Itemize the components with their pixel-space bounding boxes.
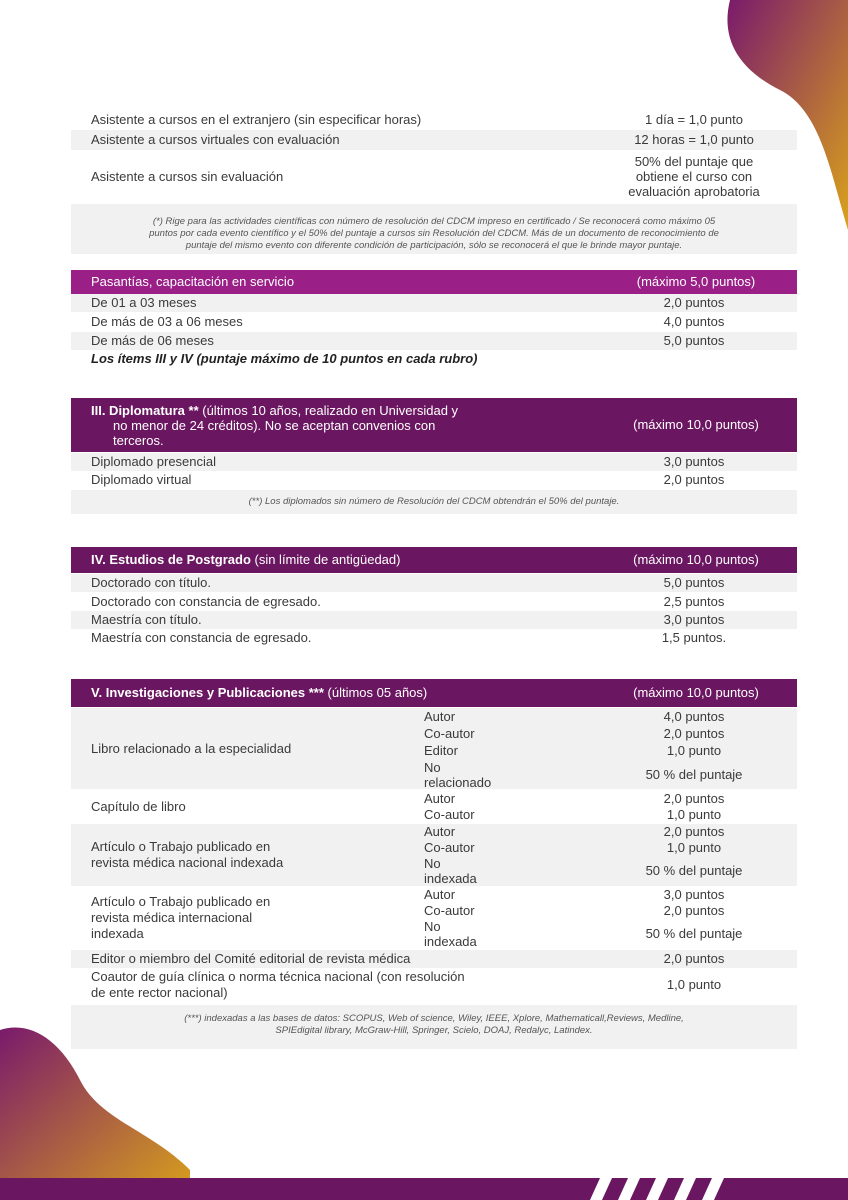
sub-role: Autor [424,887,456,902]
sub-row [71,926,797,941]
sub-row [71,824,797,839]
sub-role: Co-autor [424,807,475,822]
row-label: Maestría con constancia de egresado. [91,630,312,645]
row-value: 1,0 punto [666,840,722,855]
row-value: 50 % del puntaje [645,767,743,782]
note-line: (***) indexadas a las bases de datos: SCOPUS, Web of science, Wiley, IEEE, Xplore, Mathematicall,Reviews, Medline, [184,1013,684,1024]
table-row [71,471,797,489]
row-value: 2,0 puntos [663,295,725,310]
label-line: Coautor de guía clínica o norma técnica nacional (con resolución [91,969,465,984]
note-line: puntos por cada evento científico y el 50% del puntaje a cursos sin Resolución del CDCM. Más de un documento de reconocimiento de [149,228,719,239]
sub-row [71,726,797,741]
table-row [71,629,797,647]
section-title-bold: IV. Estudios de Postgrado [91,552,251,567]
sub-row [71,840,797,855]
row-value: 1,0 punto [666,743,722,758]
role-line: indexada [424,871,477,886]
section-title-rest: (sin límite de antigüedad) [250,552,401,567]
sub-role: Co-autor [424,726,475,741]
role-line: No [424,760,441,775]
sub-role: Editor [424,743,458,758]
label-line: de ente rector nacional) [91,985,228,1000]
section-title [91,679,427,707]
section-header [71,547,797,573]
section-header [71,270,797,294]
table-row [71,130,797,150]
row-value: 4,0 puntos [663,314,725,329]
note-line: (**) Los diplomados sin número de Resolución del CDCM obtendrán el 50% del puntaje. [248,496,620,507]
role-line: indexada [424,934,477,949]
row-value: 2,0 puntos [663,791,725,806]
table-row [71,611,797,629]
row-label: Doctorado con título. [91,575,211,590]
sub-row [71,807,797,822]
table-row [71,313,797,331]
sub-row [71,863,797,878]
row-value: 2,0 puntos [663,951,725,966]
table-row [71,152,797,202]
row-value: 2,5 puntos [663,594,725,609]
title-line: (últimos 10 años, realizado en Universidad y [198,403,459,418]
section-max: (máximo 5,0 puntos) [636,274,756,289]
row-value: 12 horas = 1,0 punto [634,132,754,147]
row-value: 4,0 puntos [663,709,725,724]
row-value: 1,5 puntos. [661,630,727,645]
row-value: 5,0 puntos [663,575,725,590]
row-value: 2,0 puntos [663,903,725,918]
note-line: puntaje del mismo evento con diferente condición de participación, sólo se reconocerá el que le brinde mayor puntaje. [185,240,683,251]
investigaciones-section [71,679,797,1051]
row-label: Capítulo de libro [91,799,186,814]
table-row [71,453,797,471]
table-row [71,593,797,611]
footnote [71,204,797,254]
sub-role: Autor [424,791,456,806]
diplomatura-section [71,398,797,518]
row-value: 3,0 puntos [663,887,725,902]
value-line: obtiene el curso con [635,169,753,184]
sub-row [71,903,797,918]
section-title-bold: V. Investigaciones y Publicaciones *** [91,685,324,700]
title-line: terceros. [113,433,164,448]
row-value: 3,0 puntos [663,612,725,627]
value-line: 50% del puntaje que [634,154,754,169]
postgrado-section [71,547,797,649]
section-title-rest: (últimos 05 años) [323,685,428,700]
role-line: No [424,919,441,934]
section-max: (máximo 10,0 puntos) [633,417,759,432]
row-value: 5,0 puntos [663,333,725,348]
sub-row [71,887,797,902]
row-value: 50 % del puntaje [645,863,743,878]
row-label: Asistente a cursos virtuales con evaluación [91,132,340,147]
row-label: De 01 a 03 meses [91,295,197,310]
table-row [71,950,797,968]
label-line: revista médica nacional indexada [91,855,284,870]
row-value: 2,0 puntos [663,472,725,487]
role-line: No [424,856,441,871]
row-label: Diplomado virtual [91,472,192,487]
table-row [71,969,797,1003]
label-line: revista médica internacional [91,910,253,925]
row-value [619,154,769,199]
row-label: Libro relacionado a la especialidad [91,741,292,756]
row-label: Maestría con título. [91,612,202,627]
row-value: 1,0 punto [666,977,722,992]
row-label: Editor o miembro del Comité editorial de revista médica [91,951,411,966]
sub-row [71,767,797,782]
row-label: Asistente a cursos sin evaluación [91,169,284,184]
table-row [71,574,797,592]
label-line: Artículo o Trabajo publicado en [91,839,271,854]
section-header [71,398,797,452]
row-label: De más de 06 meses [91,333,214,348]
bottom-stripes [590,1178,740,1200]
sub-row [71,709,797,724]
row-label: Diplomado presencial [91,454,217,469]
row-value: 2,0 puntos [663,726,725,741]
value-line: evaluación aprobatoria [628,184,760,199]
section-max: (máximo 10,0 puntos) [633,552,759,567]
row-value: 1,0 punto [666,807,722,822]
note-line: (*) Rige para las actividades científicas con número de resolución del CDCM impreso en certificado / Se reconocerá como máximo 05 [152,216,716,227]
section-header [71,679,797,707]
label-line: Artículo o Trabajo publicado en [91,894,271,909]
pasantias-section [71,270,797,370]
table-row [71,332,797,350]
role-line: relacionado [424,775,492,790]
row-value: 3,0 puntos [663,454,725,469]
footnote [71,1005,797,1049]
section-title [91,403,458,448]
top-section [71,110,797,260]
note-line: SPIEdigital library, McGraw-Hill, Springer, Scielo, DOAJ, Redalyc, Latindex. [275,1025,593,1036]
sub-role: Co-autor [424,903,475,918]
table-row [71,294,797,312]
section-title-bold: III. Diplomatura ** [91,403,199,418]
title-line: no menor de 24 créditos). No se aceptan convenios con [113,418,436,433]
sub-role: Autor [424,824,456,839]
label-line: indexada [91,926,144,941]
sub-role: Autor [424,709,456,724]
footnote [71,490,797,514]
row-value: 50 % del puntaje [645,926,743,941]
row-label: Doctorado con constancia de egresado. [91,594,321,609]
sub-row [71,791,797,806]
row-label: Asistente a cursos en el extranjero (sin especificar horas) [91,112,422,127]
row-label: De más de 03 a 06 meses [91,314,243,329]
row-value: 2,0 puntos [663,824,725,839]
section-max: (máximo 10,0 puntos) [633,685,759,700]
section-title [91,547,400,573]
row-value: 1 día = 1,0 punto [645,112,743,127]
sub-row [71,743,797,758]
table-row [71,110,797,130]
section-title: Pasantías, capacitación en servicio [91,274,295,289]
section-footer: Los ítems III y IV (puntaje máximo de 10 puntos en cada rubro) [91,351,478,366]
sub-role: Co-autor [424,840,475,855]
row-label [91,969,465,1001]
